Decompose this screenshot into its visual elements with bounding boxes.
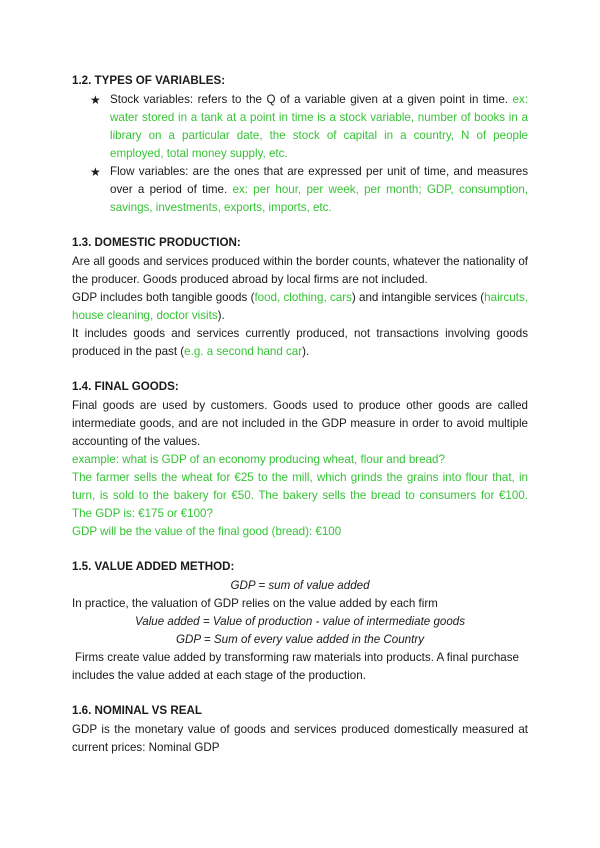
section-nominal-vs-real xyxy=(72,702,528,757)
section-value-added-method xyxy=(72,558,528,685)
second-hand-example: e.g. a second hand car xyxy=(184,345,303,358)
text-fragment: ). xyxy=(302,345,310,358)
text-fragment: It includes goods and services currently produced, not transactions involving goods produced in the past ( xyxy=(72,327,528,358)
heading-value-added-method: 1.5. VALUE ADDED METHOD: xyxy=(72,560,235,573)
heading-domestic-production: 1.3. DOMESTIC PRODUCTION: xyxy=(72,236,241,249)
value-added-intro: In practice, the valuation of GDP relies on the value added by each firm xyxy=(72,597,438,610)
heading-final-goods: 1.4. FINAL GOODS: xyxy=(72,380,179,393)
list-item-stock-variables xyxy=(90,91,528,163)
flow-variables-example: ex: per hour, per week, per month; GDP, consumption, savings, investments, exports, imports, etc. xyxy=(110,183,528,214)
heading-types-of-variables: 1.2. TYPES OF VARIABLES: xyxy=(72,74,226,87)
text-fragment: GDP includes both tangible goods ( xyxy=(72,291,255,304)
gdp-tangible-intangible xyxy=(72,289,528,325)
variable-list xyxy=(72,91,528,217)
formula-value-added: Value added = Value of production - value of intermediate goods xyxy=(134,615,466,628)
formula-gdp-country: GDP = Sum of every value added in the Country xyxy=(175,633,424,646)
star-icon: ★ xyxy=(90,165,101,179)
formula-gdp-sum: GDP = sum of value added xyxy=(230,579,370,592)
current-production-note xyxy=(72,325,528,361)
stock-variables-text: Stock variables: refers to the Q of a variable given at a given point in time. xyxy=(110,93,509,106)
section-domestic-production xyxy=(72,234,528,361)
nominal-gdp-definition: GDP is the monetary value of goods and services produced domestically measured at current prices: Nominal GDP xyxy=(72,723,528,754)
text-fragment: ) and intangible services ( xyxy=(351,291,485,304)
value-added-explanation xyxy=(72,649,528,685)
final-goods-example-answer: GDP will be the value of the final good (bread): €100 xyxy=(72,525,342,538)
flow-variables-text: Flow variables: are the ones that are expressed per unit of time, and measures over a period of time. xyxy=(110,165,528,196)
intangible-services-examples: haircuts, house cleaning, doctor visits xyxy=(72,291,528,322)
final-goods-definition: Final goods are used by customers. Goods used to produce other goods are called intermediate goods, and are not included in the GDP measure in order to avoid multiple accounting of the values. xyxy=(72,399,528,448)
heading-nominal-vs-real: 1.6. NOMINAL VS REAL xyxy=(72,704,202,717)
domestic-production-definition: Are all goods and services produced within the border counts, whatever the nationality of the producer. Goods produced abroad by local firms are not included. xyxy=(72,255,528,286)
text-fragment: ). xyxy=(217,309,225,322)
list-item-flow-variables xyxy=(90,163,528,217)
stock-variables-example: ex: water stored in a tank at a point in time is a stock variable, number of books in a library on a particular date, the stock of capital in a country, N of people employed, total money supply, etc. xyxy=(110,93,528,160)
final-goods-example-question: example: what is GDP of an economy producing wheat, flour and bread? xyxy=(72,453,445,466)
text-fragment: Firms create value added by transforming raw materials into products. A final purchase includes the value added at each stage of the production. xyxy=(72,651,519,682)
tangible-goods-examples: food, clothing, cars xyxy=(254,291,352,304)
section-types-of-variables xyxy=(72,72,528,217)
star-icon: ★ xyxy=(90,93,101,107)
final-goods-example-body: The farmer sells the wheat for €25 to the mill, which grinds the grains into flour that, in turn, is sold to the bakery for €50. The bakery sells the bread to consumers for €100. The GDP is: €175 or €100? xyxy=(72,471,528,520)
section-final-goods xyxy=(72,378,528,541)
